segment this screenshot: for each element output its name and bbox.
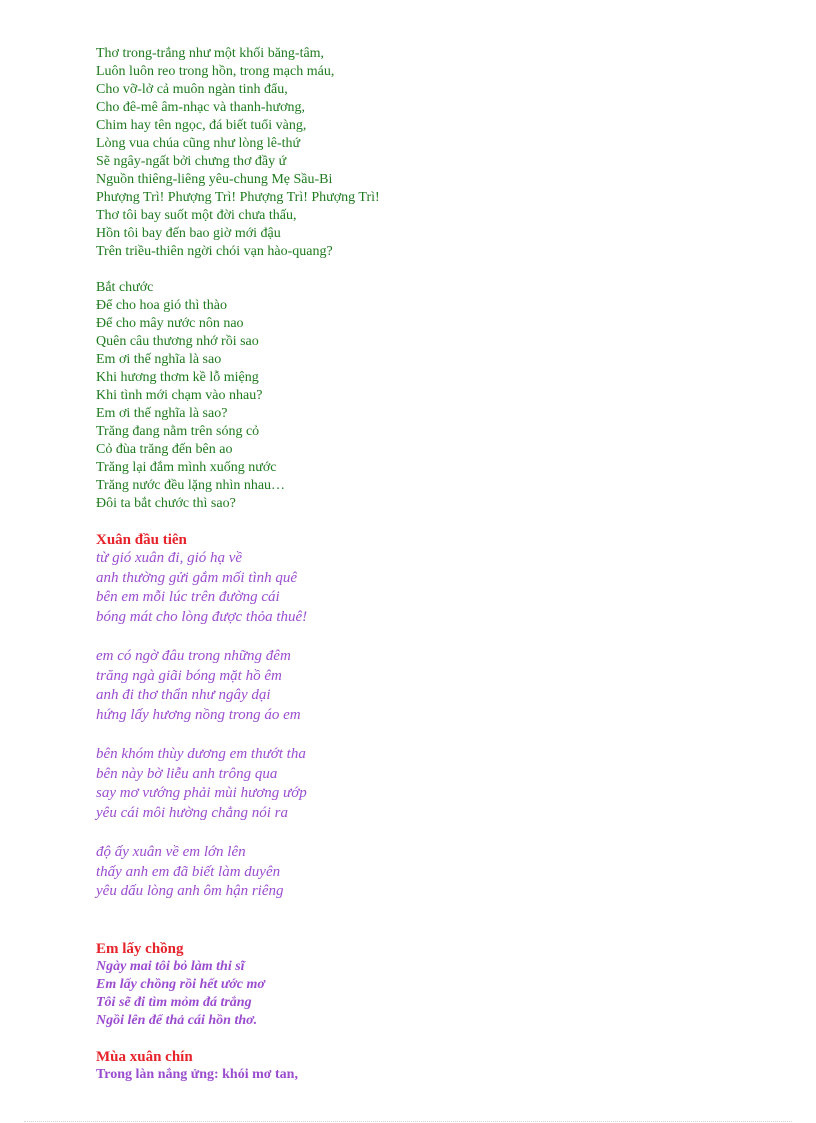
poem-em-lay-chong [96,958,776,1030]
poem-line: bên khóm thùy dương em thướt tha [96,745,306,762]
section-gap [96,902,776,940]
poem-line: Quên câu thương nhớ rồi sao [96,334,259,349]
poem-line: Đôi ta bắt chước thì sao? [96,496,236,511]
poem-line: Bắt chước [96,280,154,295]
poem-line: Trăng lại đắm mình xuống nước [96,460,277,475]
poem-line: Em lấy chồng rồi hết ước mơ [96,976,265,992]
poem-line: Tôi sẽ đi tìm mỏm đá trắng [96,994,252,1010]
poem-line: Chim hay tên ngọc, đá biết tuổi vàng, [96,118,307,133]
stanza-gap [96,513,776,531]
poem-line: Trong làn nắng ửng: khói mơ tan, [96,1066,298,1082]
stanza-gap [96,261,776,279]
poem-mua-xuan-chin [96,1066,776,1084]
stanza-gap [96,823,776,843]
poem-phuong-tri [96,45,776,261]
document-page [96,45,776,1084]
poem-title: Em lấy chồng [96,940,184,957]
poem-title: Xuân đầu tiên [96,532,187,548]
poem-line: Để cho mây nước nôn nao [96,316,244,331]
poem-line: bóng mát cho lòng được thỏa thuê! [96,608,308,625]
poem-line: Trăng đang nằm trên sóng cỏ [96,424,260,439]
poem-line: Để cho hoa gió thì thào [96,298,228,313]
poem-line: anh đi thơ thẩn như ngây dại [96,687,271,704]
poem-line: Sẽ ngây-ngất bởi chưng thơ đầy ứ [96,154,287,169]
poem-line: trăng ngà giãi bóng mặt hồ êm [96,667,282,684]
poem-xuan-dau-tien [96,549,776,902]
poem-line: Trên triều-thiên ngời chói vạn hào-quang? [96,244,333,259]
poem-line: Luôn luôn reo trong hồn, trong mạch máu, [96,64,335,79]
poem-line: Nguồn thiêng-liêng yêu-chung Mẹ Sầu-Bi [96,172,333,187]
poem-line: Cho vỡ-lở cả muôn ngàn tinh đẩu, [96,82,288,97]
poem-line: hứng lấy hương nồng trong áo em [96,706,301,723]
poem-line: thấy anh em đã biết làm duyên [96,863,281,880]
poem-line: Trăng nước đều lặng nhìn nhau… [96,478,286,493]
section-gap [96,1030,776,1048]
poem-line: Thơ trong-trắng như một khối băng-tâm, [96,46,325,61]
poem-line: Khi hương thơm kề lỗ miệng [96,370,259,385]
poem-title: Mùa xuân chín [96,1048,193,1065]
poem-line: Ngày mai tôi bỏ làm thi sĩ [96,958,245,974]
poem-line: Cỏ đùa trăng đến bên ao [96,442,233,457]
poem-line: yêu dấu lòng anh ôm hận riêng [96,883,284,900]
poem-line: anh thường gửi gắm mối tình quê [96,569,298,586]
poem-line: độ ấy xuân về em lớn lên [96,843,246,860]
stanza-gap [96,627,776,647]
poem-line: Thơ tôi bay suốt một đời chưa thấu, [96,208,297,223]
poem-line: Lòng vua chúa cũng như lòng lê-thứ [96,136,301,151]
poem-line: Cho đê-mê âm-nhạc và thanh-hương, [96,100,305,115]
poem-line: Ngồi lên để thả cái hồn thơ. [96,1012,258,1028]
poem-line: Khi tình mới chạm vào nhau? [96,388,263,403]
poem-line: Phượng Trì! Phượng Trì! Phượng Trì! Phượng Trì! [96,190,380,205]
poem-line: yêu cái môi hường chẳng nói ra [96,804,288,821]
poem-bat-chuoc [96,279,776,513]
poem-line: say mơ vướng phải mùi hương ướp [96,785,307,802]
stanza-gap [96,725,776,745]
page-bottom-divider [24,1121,792,1122]
poem-line: bên em mỗi lúc trên đường cái [96,589,280,606]
poem-line: từ gió xuân đi, gió hạ về [96,550,243,566]
poem-line: Hồn tôi bay đến bao giờ mới đậu [96,226,281,241]
poem-line: em có ngờ đâu trong những đêm [96,647,291,664]
poem-line: Em ơi thế nghĩa là sao [96,352,222,367]
poem-line: bên này bờ liễu anh trông qua [96,765,278,782]
poem-line: Em ơi thế nghĩa là sao? [96,406,228,421]
